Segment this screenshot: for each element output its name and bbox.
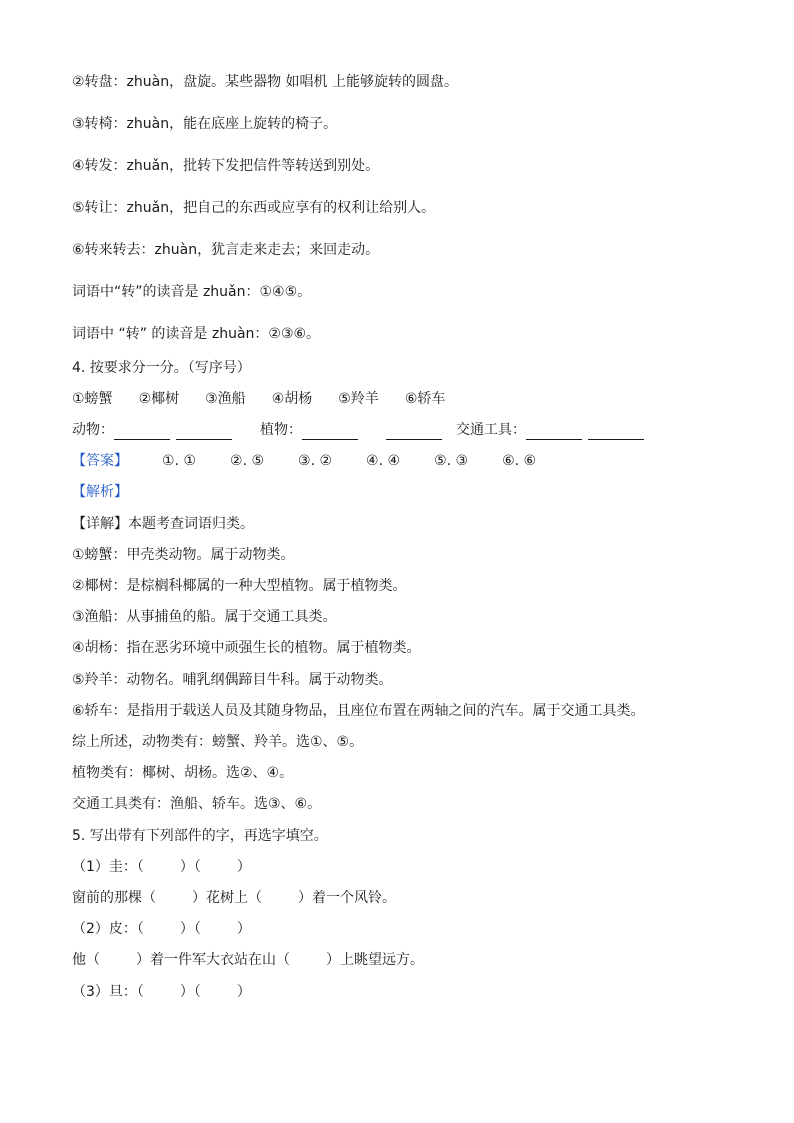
- answer-5: ⑤. ③: [434, 453, 469, 469]
- q4-title: 4. 按要求分一分。（写序号）: [72, 360, 251, 376]
- analysis-line: ⑤羚羊：动物名。哺乳纲偶蹄目牛科。属于动物类。: [72, 672, 393, 688]
- analysis-line: ③渔船：从事捕鱼的船。属于交通工具类。: [72, 609, 337, 625]
- blank-plant-2[interactable]: [386, 421, 442, 440]
- blank-vehicle-2[interactable]: [588, 421, 644, 440]
- summary-zhuan3: 词语中“转”的读音是 zhuǎn：①④⑤。: [72, 284, 312, 300]
- analysis-line: 植物类有：椰树、胡杨。选②、④。: [72, 765, 294, 781]
- category-animal: 动物：: [72, 422, 114, 438]
- q4-options: [72, 389, 445, 409]
- explain-line-4: ④转发：zhuǎn，批转下发把信件等转送到别处。: [72, 158, 380, 174]
- category-plant: 植物：: [260, 422, 302, 438]
- option-2: ②椰树: [138, 391, 180, 407]
- analysis-line: ②椰树：是棕榈科椰属的一种大型植物。属于植物类。: [72, 578, 407, 594]
- q4-blanks: [72, 420, 644, 440]
- explain-line-5: ⑤转让：zhuǎn，把自己的东西或应享有的权利让给别人。: [72, 200, 436, 216]
- option-1: ①螃蟹: [72, 391, 113, 407]
- option-4: ④胡杨: [271, 391, 313, 407]
- analysis-line: ④胡杨：指在恶劣环境中顽强生长的植物。属于植物类。: [72, 640, 421, 656]
- part3-label: （3）旦：: [72, 984, 137, 1000]
- category-vehicle: 交通工具：: [456, 422, 526, 438]
- q5-part3-chars: （3）旦：（ ）（ ）: [72, 984, 251, 1000]
- explain-line-6: ⑥转来转去：zhuàn，犹言走来走去；来回走动。: [72, 242, 380, 258]
- blank-animal-1[interactable]: [114, 421, 170, 440]
- part2-label: （2）皮：: [72, 921, 137, 937]
- option-5: ⑤羚羊: [338, 391, 379, 407]
- answer-1: ①. ①: [162, 453, 197, 469]
- q5-part1-sentence: 窗前的那棵（ ）花树上（ ）着一个风铃。: [72, 890, 396, 906]
- answer-6: ⑥. ⑥: [502, 453, 537, 469]
- explain-line-3: ③转椅：zhuàn，能在底座上旋转的椅子。: [72, 116, 338, 132]
- option-3: ③渔船: [205, 391, 246, 407]
- answer-row: [72, 451, 536, 471]
- analysis-line: ⑥轿车：是指用于载送人员及其随身物品，且座位布置在两轴之间的汽车。属于交通工具类。: [72, 703, 645, 719]
- q5-part2-chars: （2）皮：（ ）（ ）: [72, 921, 251, 937]
- explain-line-2: ②转盘：zhuàn，盘旋。某些器物 如唱机 上能够旋转的圆盘。: [72, 74, 458, 90]
- blank-plant-1[interactable]: [302, 421, 358, 440]
- analysis-line: ①螃蟹：甲壳类动物。属于动物类。: [72, 547, 295, 563]
- answer-4: ④. ④: [366, 453, 401, 469]
- analysis-line: 交通工具类有：渔船、轿车。选③、⑥。: [72, 796, 322, 812]
- option-6: ⑥轿车: [404, 391, 446, 407]
- answer-2: ②. ⑤: [230, 453, 265, 469]
- answer-3: ③. ②: [298, 453, 333, 469]
- summary-zhuan4: 词语中 “转” 的读音是 zhuàn：②③⑥。: [72, 326, 321, 342]
- analysis-line: 【详解】本题考查词语归类。: [72, 516, 254, 532]
- blank-vehicle-1[interactable]: [526, 421, 582, 440]
- analysis-line: 综上所述，动物类有：螃蟹、羚羊。选①、⑤。: [72, 734, 364, 750]
- part1-label: （1）圭：: [72, 859, 137, 875]
- blank-animal-2[interactable]: [176, 421, 232, 440]
- q5-title: 5. 写出带有下列部件的字，再选字填空。: [72, 828, 328, 844]
- q5-part2-sentence: 他（ ）着一件军大衣站在山（ ）上眺望远方。: [72, 952, 424, 968]
- analysis-tag: 【解析】: [72, 484, 128, 500]
- answer-tag: 【答案】: [72, 453, 128, 469]
- q5-part1-chars: （1）圭：（ ）（ ）: [72, 859, 251, 875]
